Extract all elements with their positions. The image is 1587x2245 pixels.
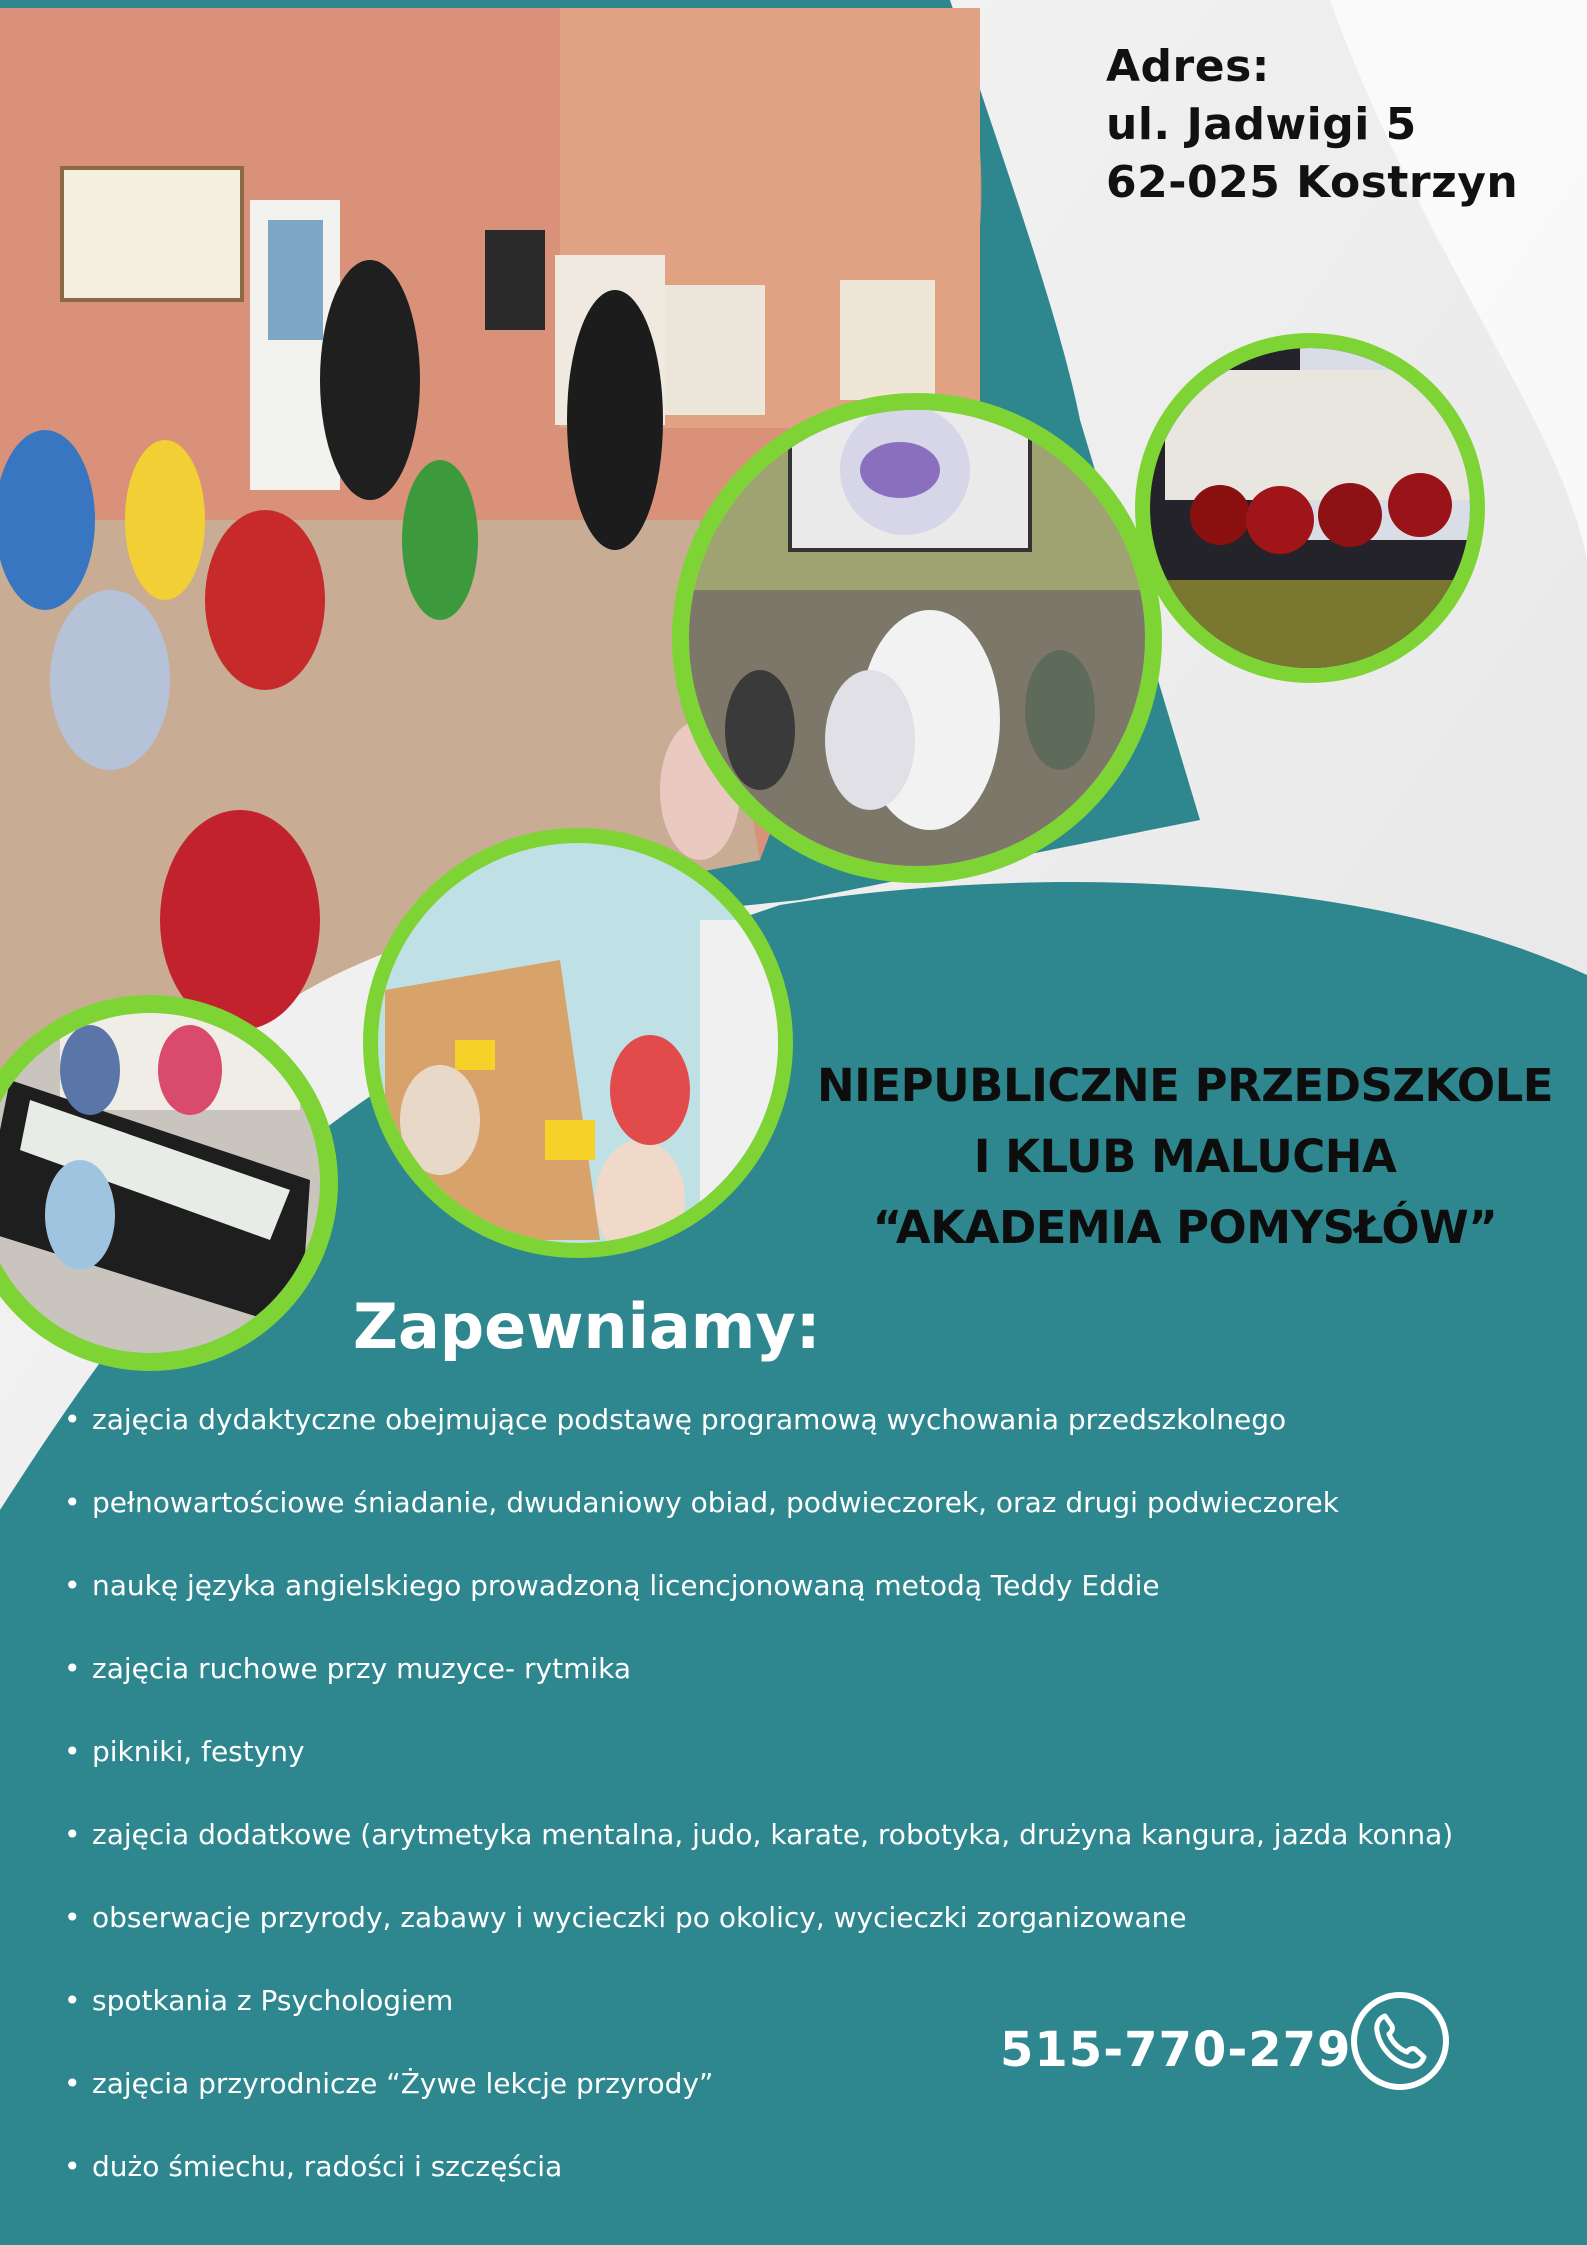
title-line-1: NIEPUBLICZNE PRZEDSZKOLE xyxy=(816,1059,1553,1112)
title-line-2: I KLUB MALUCHA xyxy=(973,1130,1397,1183)
feature-text: pełnowartościowe śniadanie, dwudaniowy obiad, podwieczorek, oraz drugi podwieczorek xyxy=(92,1486,1339,1519)
bullet-icon: • xyxy=(64,1569,81,1602)
feature-text: spotkania z Psychologiem xyxy=(92,1984,454,2017)
offer-heading: Zapewniamy: xyxy=(353,1290,821,1363)
features-list xyxy=(64,1400,1564,2230)
feature-text: naukę języka angielskiego prowadzoną licencjonowaną metodą Teddy Eddie xyxy=(92,1569,1160,1602)
bullet-icon: • xyxy=(64,1735,81,1768)
list-item xyxy=(64,1815,1564,1898)
list-item xyxy=(64,2147,1564,2230)
phone-number[interactable]: 515-770-279 xyxy=(1000,2022,1352,2078)
address-street: ul. Jadwigi 5 xyxy=(1106,99,1417,150)
list-item xyxy=(64,1732,1564,1815)
address-city: 62-025 Kostrzyn xyxy=(1106,157,1519,208)
bullet-icon: • xyxy=(64,2150,81,2183)
list-item xyxy=(64,1483,1564,1566)
address-block xyxy=(1106,38,1518,212)
feature-text: dużo śmiechu, radości i szczęścia xyxy=(92,2150,563,2183)
bullet-icon: • xyxy=(64,1818,81,1851)
title-line-3: “AKADEMIA POMYSŁÓW” xyxy=(872,1201,1498,1254)
feature-text: zajęcia dodatkowe (arytmetyka mentalna, judo, karate, robotyka, drużyna kangura, jazda konna) xyxy=(92,1818,1454,1851)
bullet-icon: • xyxy=(64,1901,81,1934)
list-item xyxy=(64,1898,1564,1981)
list-item xyxy=(64,1649,1564,1732)
bullet-icon: • xyxy=(64,1403,81,1436)
list-item xyxy=(64,1566,1564,1649)
feature-text: zajęcia dydaktyczne obejmujące podstawę programową wychowania przedszkolnego xyxy=(92,1403,1287,1436)
school-title xyxy=(800,1050,1570,1263)
feature-text: obserwacje przyrody, zabawy i wycieczki po okolicy, wycieczki zorganizowane xyxy=(92,1901,1187,1934)
phone-icon[interactable] xyxy=(1349,1990,1451,2092)
bullet-icon: • xyxy=(64,2067,81,2100)
list-item xyxy=(64,1400,1564,1483)
feature-text: zajęcia przyrodnicze “Żywe lekcje przyrody” xyxy=(92,2067,714,2100)
feature-text: pikniki, festyny xyxy=(92,1735,305,1768)
address-label: Adres: xyxy=(1106,41,1270,92)
bullet-icon: • xyxy=(64,1486,81,1519)
bullet-icon: • xyxy=(64,1984,81,2017)
bullet-icon: • xyxy=(64,1652,81,1685)
feature-text: zajęcia ruchowe przy muzyce- rytmika xyxy=(92,1652,632,1685)
